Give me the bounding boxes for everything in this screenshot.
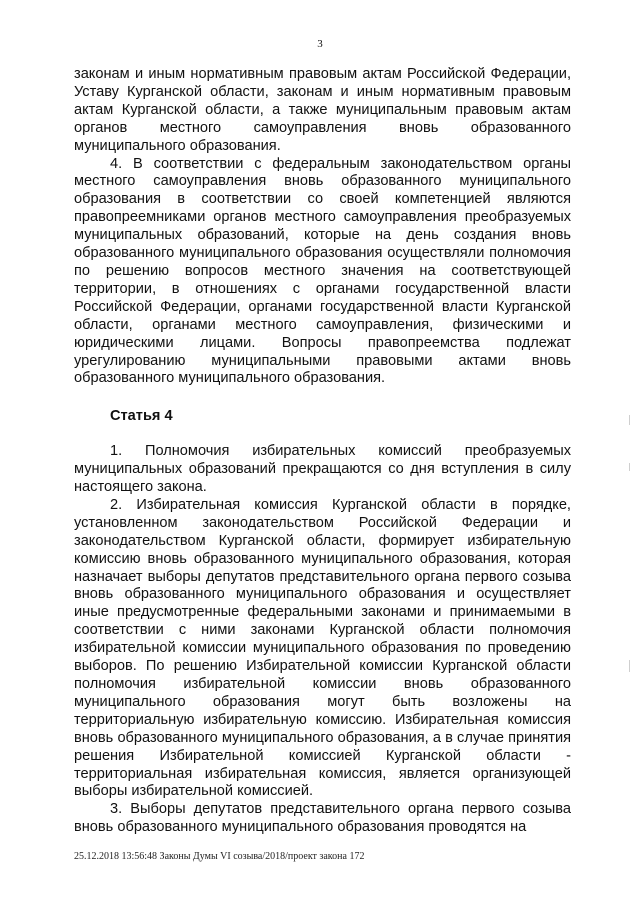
- article-heading: Статья 4: [110, 408, 173, 425]
- paragraph-item-4: 4. В соответствии с федеральным законодательством органы местного самоуправления вновь образованного муниципального образования в соответствии со своей компетенцией являются правопреемниками органов местного самоуправления преобразуемых муниципальных образований, которые на день создания вновь образованного муниципального образования осуществляли полномочия по решению вопросов местного значения на соответствующей территории, в отношениях с органами государственной власти Российской Федерации, органами государственной власти Курганской области, органами местного самоуправления, физическими и юридическими лицами. Вопросы правопреемства подлежат урегулированию муниципальными правовыми актами вновь образованного муниципального образования.: [74, 155, 571, 387]
- document-body: [74, 66, 571, 837]
- document-footer: 25.12.2018 13:56:48 Законы Думы VI созыва/2018/проект закона 172: [74, 851, 365, 862]
- article-paragraph-3: 3. Выборы депутатов представительного органа первого созыва вновь образованного муниципального образования проводятся на: [74, 801, 571, 836]
- scan-edge-mark: [629, 415, 630, 425]
- article-paragraph-1: 1. Полномочия избирательных комиссий преобразуемых муниципальных образований прекращаются со дня вступления в силу настоящего закона.: [74, 443, 571, 496]
- scan-edge-mark: [629, 660, 630, 672]
- paragraph-continuation: законам и иным нормативным правовым актам Российской Федерации, Уставу Курганской области, законам и иным нормативным правовым актам Курганской области, а также муниципальным правовым актам органов местного самоуправления вновь образованного муниципального образования.: [74, 66, 571, 154]
- page-number: 3: [317, 38, 323, 50]
- scan-edge-mark: [629, 463, 630, 471]
- article-paragraph-2: 2. Избирательная комиссия Курганской области в порядке, установленном законодательством Российской Федерации и законодательством Курганской области, формирует избирательную комиссию вновь образованного муниципального образования, которая назначает выборы депутатов представительного органа первого созыва вновь образованного муниципального образования и осуществляет иные предусмотренные федеральными законами и принимаемыми в соответствии с ними законами Курганской области полномочия избирательной комиссии муниципального образования по проведению выборов. По решению Избирательной комиссии Курганской области полномочия избирательной комиссии вновь образованного муниципального образования могут быть возложены на территориальную избирательную комиссию. Избирательная комиссия вновь образованного муниципального образования, а в случае принятия решения Избирательной комиссией Курганской области - территориальная избирательная комиссия, является организующей выборы избирательной комиссией.: [74, 496, 571, 800]
